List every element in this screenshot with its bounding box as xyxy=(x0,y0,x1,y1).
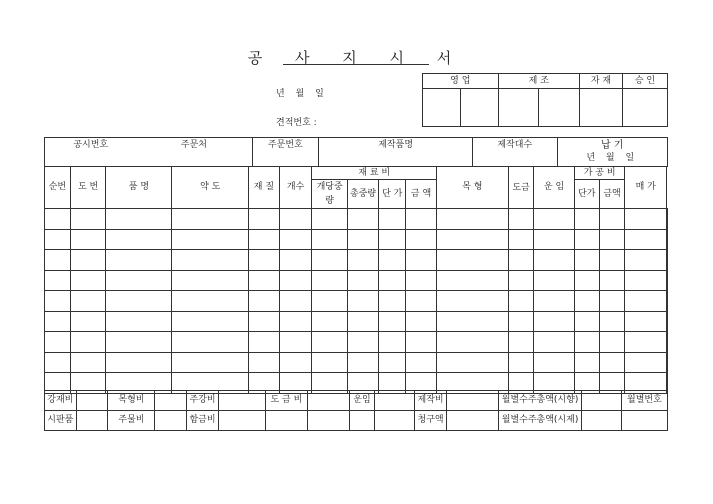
approval-signature-cell[interactable] xyxy=(623,89,668,127)
item-cell[interactable] xyxy=(436,332,508,353)
col-total-weight: 총중량 xyxy=(347,180,378,209)
item-cell[interactable] xyxy=(45,209,71,230)
item-cell[interactable] xyxy=(574,270,599,291)
table-row xyxy=(45,229,668,250)
item-cell[interactable] xyxy=(279,209,312,230)
item-cell[interactable] xyxy=(45,332,71,353)
item-cell[interactable] xyxy=(172,209,249,230)
item-cell[interactable] xyxy=(347,291,378,312)
item-cell[interactable] xyxy=(436,209,508,230)
col-freight: 운 임 xyxy=(534,167,575,209)
item-cell[interactable] xyxy=(172,250,249,271)
item-cell[interactable] xyxy=(70,229,106,250)
item-cell[interactable] xyxy=(347,270,378,291)
item-cell[interactable] xyxy=(106,250,172,271)
item-cell[interactable] xyxy=(70,352,106,373)
item-cell[interactable] xyxy=(70,270,106,291)
item-cell[interactable] xyxy=(172,311,249,332)
item-cell[interactable] xyxy=(106,229,172,250)
item-cell[interactable] xyxy=(172,229,249,250)
item-cell[interactable] xyxy=(45,270,71,291)
item-cell[interactable] xyxy=(347,229,378,250)
monthly-order-total-label: 월별수주총액(시향) xyxy=(499,391,582,411)
item-cell[interactable] xyxy=(574,209,599,230)
retail-goods-label: 시판품 xyxy=(45,411,77,431)
invoice-amount-label: 청구액 xyxy=(415,411,447,431)
item-cell[interactable] xyxy=(534,229,575,250)
item-cell[interactable] xyxy=(534,291,575,312)
item-cell[interactable] xyxy=(379,291,406,312)
item-cell[interactable] xyxy=(279,332,312,353)
plating-cost-label: 도 금 비 xyxy=(265,391,307,411)
product-name-label: 제작품명 xyxy=(319,138,473,167)
col-proc-unit-price: 단가 xyxy=(574,180,599,209)
table-row xyxy=(45,209,668,230)
item-cell[interactable] xyxy=(279,229,312,250)
steel-cost-label: 강재비 xyxy=(45,391,77,411)
order-header-table xyxy=(44,137,668,167)
item-cell[interactable] xyxy=(625,291,667,312)
item-cell[interactable] xyxy=(574,352,599,373)
item-cell[interactable] xyxy=(667,270,668,291)
alloy-cost-value[interactable] xyxy=(218,411,265,431)
item-cell[interactable] xyxy=(45,229,71,250)
empty-cell xyxy=(375,411,415,431)
production-cost-value[interactable] xyxy=(446,391,498,411)
item-cell[interactable] xyxy=(574,332,599,353)
col-unit-price: 단 가 xyxy=(379,180,406,209)
col-spec: 약 도 xyxy=(172,167,249,209)
item-cell[interactable] xyxy=(106,209,172,230)
item-cell[interactable] xyxy=(70,250,106,271)
item-cell[interactable] xyxy=(406,229,437,250)
item-cell[interactable] xyxy=(625,352,667,373)
item-cell[interactable] xyxy=(312,209,347,230)
item-cell[interactable] xyxy=(625,311,667,332)
item-cell[interactable] xyxy=(599,209,625,230)
monthly-order-total-actual-value[interactable] xyxy=(581,411,621,431)
item-cell[interactable] xyxy=(45,291,71,312)
col-count: 개수 xyxy=(279,167,312,209)
item-cell[interactable] xyxy=(599,229,625,250)
item-cell[interactable] xyxy=(436,229,508,250)
item-cell[interactable] xyxy=(379,250,406,271)
col-proc-amount: 금액 xyxy=(599,180,625,209)
item-cell[interactable] xyxy=(347,311,378,332)
col-amount: 금 액 xyxy=(406,180,437,209)
item-cell[interactable] xyxy=(599,250,625,271)
item-cell[interactable] xyxy=(574,291,599,312)
item-cell[interactable] xyxy=(667,209,668,230)
freight-label: 운임 xyxy=(349,391,375,411)
item-cell[interactable] xyxy=(106,291,172,312)
item-cell[interactable] xyxy=(312,311,347,332)
item-cell[interactable] xyxy=(508,209,534,230)
deadline-label: 납 기 xyxy=(601,140,624,151)
col-material: 재 질 xyxy=(249,167,280,209)
item-cell[interactable] xyxy=(312,229,347,250)
item-cell[interactable] xyxy=(279,311,312,332)
item-cell[interactable] xyxy=(347,352,378,373)
item-cell[interactable] xyxy=(70,332,106,353)
item-cell[interactable] xyxy=(172,332,249,353)
item-cell[interactable] xyxy=(249,311,280,332)
item-cell[interactable] xyxy=(625,250,667,271)
item-cell[interactable] xyxy=(279,352,312,373)
col-item-name: 품 명 xyxy=(106,167,172,209)
approval-signature-cell[interactable] xyxy=(423,89,461,127)
item-cell[interactable] xyxy=(347,332,378,353)
item-cell[interactable] xyxy=(106,352,172,373)
date-label: 년 월 일 xyxy=(276,89,328,99)
item-cell[interactable] xyxy=(625,209,667,230)
wood-cost-value[interactable] xyxy=(155,391,187,411)
item-cell[interactable] xyxy=(667,291,668,312)
item-cell[interactable] xyxy=(508,250,534,271)
item-cell[interactable] xyxy=(574,250,599,271)
item-cell[interactable] xyxy=(625,270,667,291)
item-cell[interactable] xyxy=(406,270,437,291)
item-cell[interactable] xyxy=(534,209,575,230)
item-cell[interactable] xyxy=(172,291,249,312)
item-cell[interactable] xyxy=(508,229,534,250)
item-cell[interactable] xyxy=(574,229,599,250)
item-cell[interactable] xyxy=(406,311,437,332)
table-row xyxy=(45,270,668,291)
item-cell[interactable] xyxy=(534,270,575,291)
col-sale-price: 매 가 xyxy=(625,167,667,209)
col-drawing-no: 도 번 xyxy=(70,167,106,209)
empty-cell xyxy=(349,411,375,431)
col-processing-group: 가 공 비 xyxy=(574,167,625,180)
item-cell[interactable] xyxy=(70,291,106,312)
item-cell[interactable] xyxy=(106,311,172,332)
approval-signature-cell[interactable] xyxy=(498,89,539,127)
approval-approve-header: 승 인 xyxy=(623,74,668,89)
item-cell[interactable] xyxy=(172,270,249,291)
item-cell[interactable] xyxy=(599,291,625,312)
item-cell[interactable] xyxy=(249,270,280,291)
item-cell[interactable] xyxy=(312,291,347,312)
item-cell[interactable] xyxy=(279,250,312,271)
item-cell[interactable] xyxy=(279,270,312,291)
item-cell[interactable] xyxy=(667,229,668,250)
item-cell[interactable] xyxy=(599,270,625,291)
approval-signature-cell[interactable] xyxy=(580,89,623,127)
invoice-amount-value[interactable] xyxy=(446,411,498,431)
approval-box xyxy=(422,73,668,127)
item-cell[interactable] xyxy=(436,352,508,373)
table-row xyxy=(45,291,668,312)
approval-materials-header: 자 재 xyxy=(580,74,623,89)
item-cell[interactable] xyxy=(574,311,599,332)
item-cell[interactable] xyxy=(508,270,534,291)
approval-sales-header: 영 업 xyxy=(423,74,499,89)
item-cell[interactable] xyxy=(406,250,437,271)
item-cell[interactable] xyxy=(379,352,406,373)
item-cell[interactable] xyxy=(379,270,406,291)
item-cell[interactable] xyxy=(379,209,406,230)
item-cell[interactable] xyxy=(249,209,280,230)
item-cell[interactable] xyxy=(249,229,280,250)
monthly-order-total-value[interactable] xyxy=(581,391,621,411)
col-seq: 순번 xyxy=(45,167,71,209)
item-cell[interactable] xyxy=(436,270,508,291)
item-cell[interactable] xyxy=(279,291,312,312)
item-cell[interactable] xyxy=(667,332,668,353)
item-cell[interactable] xyxy=(667,250,668,271)
monthly-order-total-actual-label: 월별수주총액(시제) xyxy=(499,411,582,431)
item-cell[interactable] xyxy=(625,332,667,353)
monthly-number-value[interactable] xyxy=(621,411,667,431)
col-unit-weight: 개당중량 xyxy=(312,180,347,209)
production-cost-label: 제작비 xyxy=(415,391,447,411)
item-cell[interactable] xyxy=(172,352,249,373)
item-cell[interactable] xyxy=(249,250,280,271)
item-cell[interactable] xyxy=(379,229,406,250)
item-cell[interactable] xyxy=(599,332,625,353)
table-row xyxy=(45,311,668,332)
cast-steel-cost-value[interactable] xyxy=(218,391,265,411)
item-cell[interactable] xyxy=(70,311,106,332)
item-cell[interactable] xyxy=(379,332,406,353)
freight-value[interactable] xyxy=(375,391,415,411)
item-cell[interactable] xyxy=(508,291,534,312)
quantity-label: 제작대수 xyxy=(473,138,558,167)
deadline-date: 년 월 일 xyxy=(586,153,639,163)
steel-cost-value[interactable] xyxy=(76,391,108,411)
cast-steel-cost-label: 주강비 xyxy=(187,391,219,411)
table-row xyxy=(45,332,668,353)
item-cell[interactable] xyxy=(379,311,406,332)
item-cell[interactable] xyxy=(534,332,575,353)
item-cell[interactable] xyxy=(45,250,71,271)
item-cell[interactable] xyxy=(406,352,437,373)
item-cell[interactable] xyxy=(312,250,347,271)
item-cell[interactable] xyxy=(534,311,575,332)
retail-goods-value[interactable] xyxy=(76,411,108,431)
table-row xyxy=(45,352,668,373)
item-cell[interactable] xyxy=(625,229,667,250)
alloy-cost-label: 함금비 xyxy=(187,411,219,431)
item-cell[interactable] xyxy=(312,352,347,373)
cost-summary-table xyxy=(44,390,668,431)
item-cell[interactable] xyxy=(347,250,378,271)
monthly-number-label: 월별번호 xyxy=(621,391,667,411)
casting-cost-value[interactable] xyxy=(155,411,187,431)
plating-cost-value[interactable] xyxy=(307,391,349,411)
item-cell[interactable] xyxy=(249,352,280,373)
client-label: 주문처 xyxy=(136,138,252,167)
wood-cost-label: 목형비 xyxy=(108,391,155,411)
empty-cell xyxy=(265,411,307,431)
item-cell[interactable] xyxy=(667,311,668,332)
col-wood-type: 목 형 xyxy=(436,167,508,209)
item-cell[interactable] xyxy=(312,332,347,353)
item-cell[interactable] xyxy=(312,270,347,291)
approval-signature-cell[interactable] xyxy=(539,89,580,127)
title-underline xyxy=(283,64,429,65)
order-number-label: 주문번호 xyxy=(252,138,319,167)
item-rows xyxy=(45,209,668,394)
item-cell[interactable] xyxy=(436,291,508,312)
approval-signature-cell[interactable] xyxy=(460,89,498,127)
page-title: 공 사 지 시 서 xyxy=(247,49,466,67)
item-cell[interactable] xyxy=(249,291,280,312)
item-cell[interactable] xyxy=(599,352,625,373)
deadline-cell xyxy=(557,138,667,167)
item-cell[interactable] xyxy=(508,311,534,332)
estimate-number-label: 견적번호 : xyxy=(276,118,317,128)
casting-cost-label: 주물비 xyxy=(108,411,155,431)
item-cell[interactable] xyxy=(534,250,575,271)
items-table xyxy=(44,166,668,394)
item-cell[interactable] xyxy=(45,311,71,332)
item-cell[interactable] xyxy=(508,352,534,373)
item-cell[interactable] xyxy=(436,311,508,332)
item-cell[interactable] xyxy=(599,311,625,332)
item-cell[interactable] xyxy=(534,352,575,373)
item-cell[interactable] xyxy=(406,332,437,353)
item-cell[interactable] xyxy=(70,209,106,230)
item-cell[interactable] xyxy=(436,250,508,271)
col-material-cost-group: 재 료 비 xyxy=(312,167,436,180)
item-cell[interactable] xyxy=(347,209,378,230)
approval-manufacturing-header: 제 조 xyxy=(498,74,579,89)
item-cell[interactable] xyxy=(106,270,172,291)
item-cell[interactable] xyxy=(406,291,437,312)
table-row xyxy=(45,250,668,271)
col-plating: 도금 xyxy=(508,167,534,209)
item-cell[interactable] xyxy=(45,352,71,373)
item-cell[interactable] xyxy=(106,332,172,353)
item-cell[interactable] xyxy=(508,332,534,353)
item-cell[interactable] xyxy=(249,332,280,353)
order-no-label: 공시번호 xyxy=(45,138,137,167)
empty-cell xyxy=(307,411,349,431)
item-cell[interactable] xyxy=(667,352,668,373)
item-cell[interactable] xyxy=(406,209,437,230)
